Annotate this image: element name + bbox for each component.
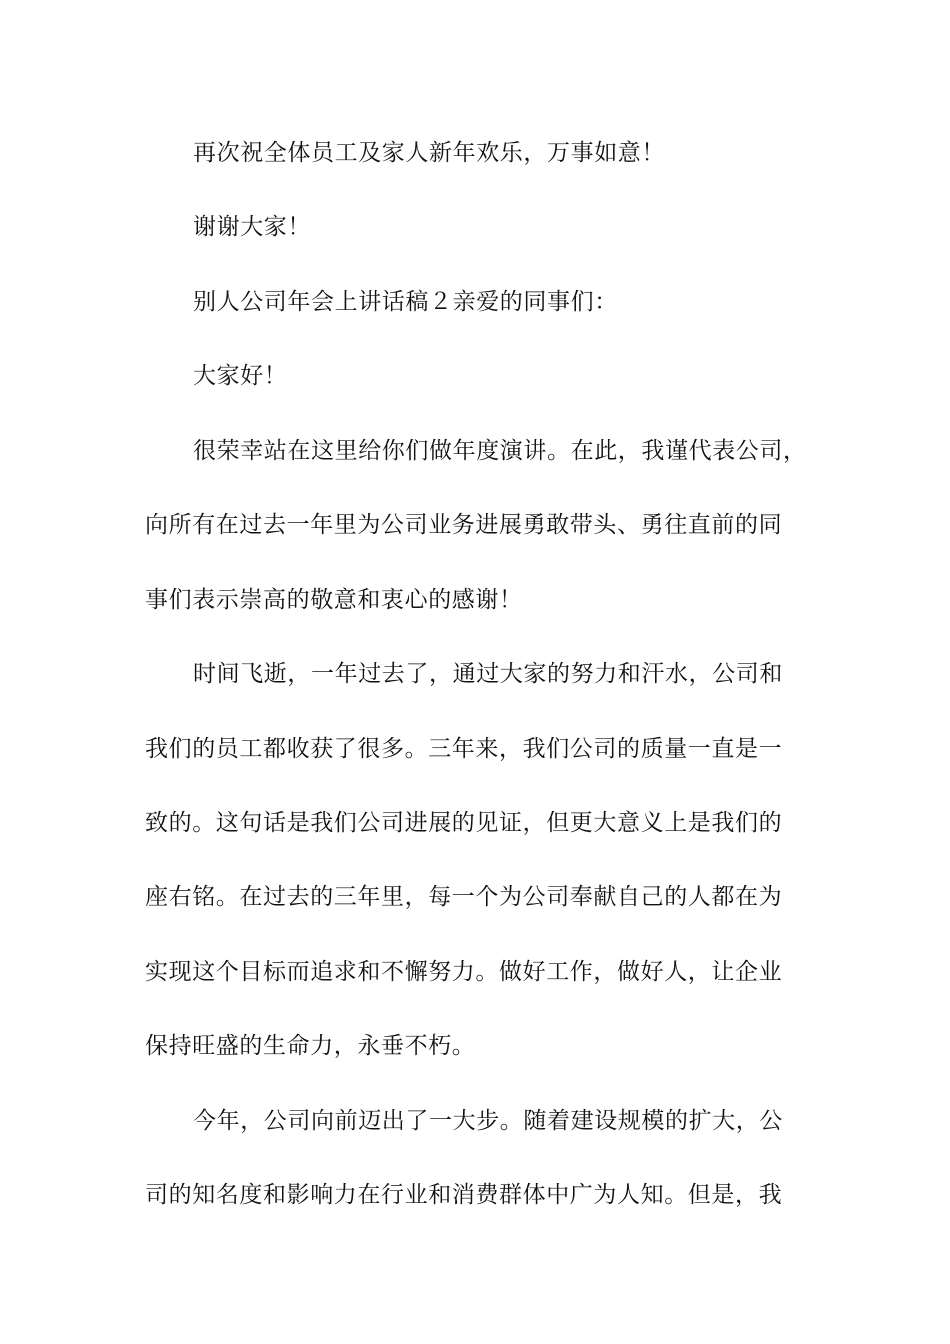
text-line-13: 保持旺盛的生命力，永垂不朽。: [145, 1033, 476, 1059]
text-line-9: 我们的员工都收获了很多。三年来，我们公司的质量一直是一: [145, 736, 783, 762]
text-line-10: 致的。这句话是我们公司进展的见证，但更大意义上是我们的: [145, 810, 783, 836]
text-line-4: 大家好！: [193, 363, 288, 389]
text-line-11: 座右铭。在过去的三年里，每一个为公司奉献自己的人都在为: [145, 884, 783, 910]
text-line-15: 司的知名度和影响力在行业和消费群体中广为人知。但是，我: [145, 1182, 783, 1208]
text-line-14: 今年，公司向前迈出了一大步。随着建设规模的扩大，公: [193, 1108, 783, 1134]
text-line-3: 别人公司年会上讲话稿２亲爱的同事们：: [193, 289, 618, 315]
text-line-12: 实现这个目标而追求和不懈努力。做好工作，做好人，让企业: [145, 959, 783, 985]
text-line-5: 很荣幸站在这里给你们做年度演讲。在此，我谨代表公司，: [193, 438, 807, 464]
text-line-1: 再次祝全体员工及家人新年欢乐，万事如意！: [193, 140, 665, 166]
text-line-7: 事们表示崇高的敬意和衷心的感谢！: [145, 587, 523, 613]
text-line-2: 谢谢大家！: [193, 214, 311, 240]
text-line-6: 向所有在过去一年里为公司业务进展勇敢带头、勇往直前的同: [145, 512, 783, 538]
text-line-8: 时间飞逝，一年过去了，通过大家的努力和汗水，公司和: [193, 661, 783, 687]
